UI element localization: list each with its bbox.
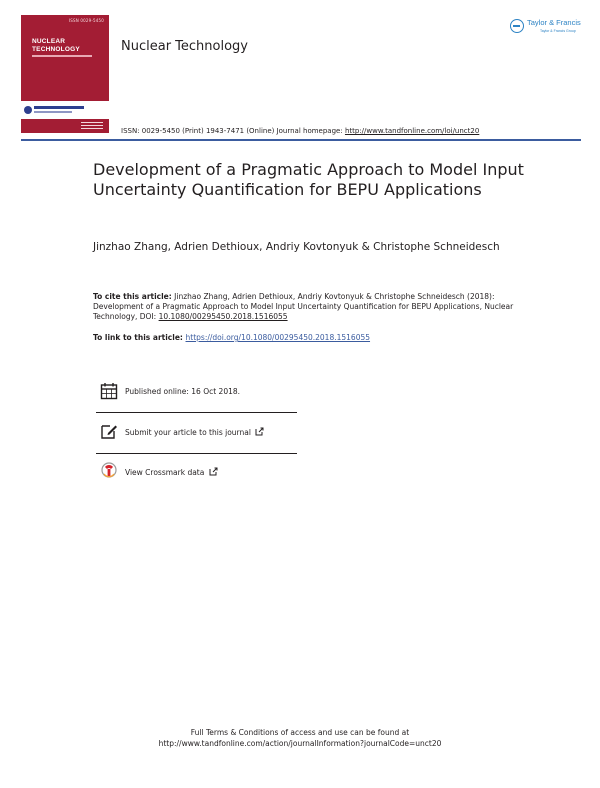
cover-society-logo-icon [24, 106, 32, 114]
footer [0, 727, 600, 749]
cover-society-name-bar [34, 106, 84, 109]
published-online-text: Published online: 16 Oct 2018. [125, 387, 241, 396]
crossmark-text: View Crossmark data [125, 468, 205, 477]
article-title: Development of a Pragmatic Approach to Model Input Uncertainty Quantification for BEPU Applications [93, 160, 524, 199]
publisher-tagline: Taylor & Francis Group [540, 29, 576, 33]
publisher-name: Taylor & Francis [527, 18, 581, 27]
citation-label: To cite this article: [93, 292, 172, 301]
footer-terms-text: Full Terms & Conditions of access and use can be found at [190, 728, 410, 737]
submit-article-link[interactable] [125, 427, 264, 437]
header-divider [21, 139, 581, 141]
edit-icon [100, 422, 118, 440]
cover-middle-band [21, 101, 109, 119]
journal-name[interactable]: Nuclear Technology [121, 39, 248, 54]
cover-title [32, 38, 80, 53]
citation-block [93, 292, 533, 322]
cover-subtitle-bar [32, 55, 92, 57]
publisher-logo[interactable] [510, 18, 584, 42]
cover-society-subname-bar [34, 111, 72, 113]
external-link-icon [255, 427, 264, 436]
journal-homepage-link[interactable]: http://www.tandfonline.com/loi/unct20 [344, 127, 480, 135]
submit-article-row[interactable] [96, 418, 296, 448]
link-label: To link to this article: [93, 333, 186, 342]
crossmark-row[interactable] [96, 458, 296, 488]
journal-cover [21, 15, 109, 133]
cover-issn: ISSN 0029-5450 [68, 18, 104, 23]
citation-text: Jinzhao Zhang, Adrien Dethioux, Andriy Kovtonyuk & Christophe Schneidesch (2018): Development of a Pragmatic Approach to Model Input Uncertainty Quantification for BEPU Applications, Nuclear Technology, DOI: [93, 292, 514, 321]
info-divider-2 [96, 453, 297, 454]
crossmark-icon [100, 462, 118, 480]
article-doi-url[interactable]: https://doi.org/10.1080/00295450.2018.1516055 [185, 333, 371, 342]
published-online-row [96, 378, 296, 408]
info-divider-1 [96, 412, 297, 413]
external-link-icon [209, 467, 218, 476]
calendar-icon [100, 382, 118, 400]
article-authors: Jinzhao Zhang, Adrien Dethioux, Andriy Kovtonyuk & Christophe Schneidesch [93, 241, 500, 253]
submit-article-text: Submit your article to this journal [125, 428, 251, 437]
citation-doi-link[interactable]: 10.1080/00295450.2018.1516055 [158, 312, 288, 321]
publisher-logo-icon [510, 19, 524, 33]
issn-text: ISSN: 0029-5450 (Print) 1943-7471 (Online) Journal homepage: [121, 127, 345, 135]
footer-terms-url[interactable]: http://www.tandfonline.com/action/journalInformation?journalCode=unct20 [158, 739, 442, 748]
cover-bottom-text-lines [81, 122, 103, 123]
cover-title-line1: NUCLEAR [32, 38, 66, 45]
cover-top-panel [21, 15, 109, 101]
crossmark-link[interactable] [125, 467, 218, 477]
issn-line [121, 127, 479, 135]
cover-title-line2: TECHNOLOGY [32, 45, 80, 53]
article-link-line [93, 333, 370, 342]
